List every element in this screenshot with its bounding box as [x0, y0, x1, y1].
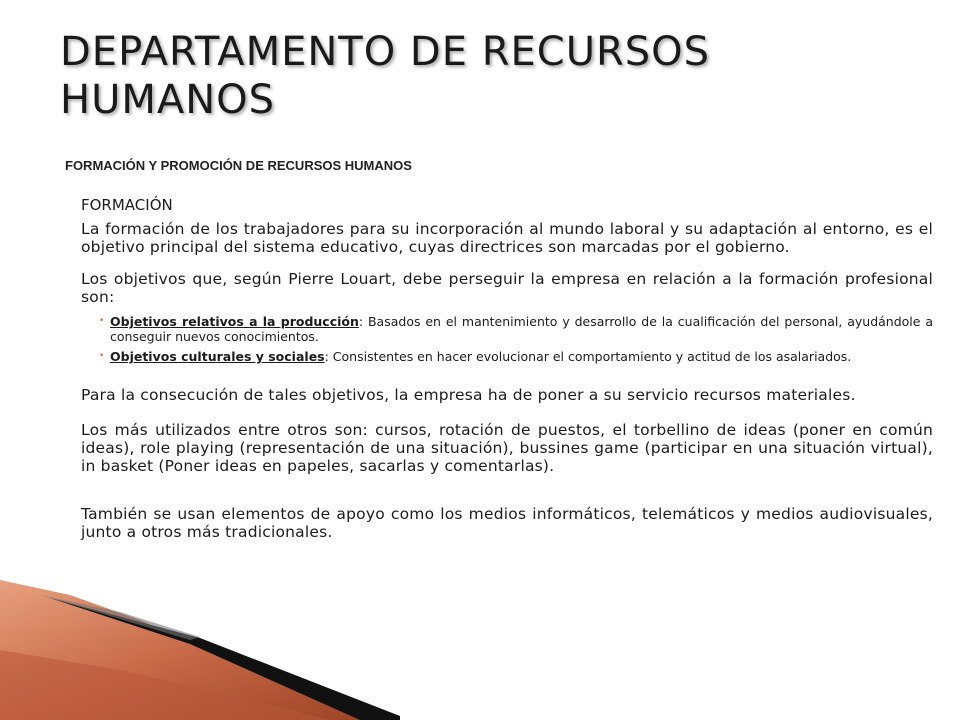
slide-body — [81, 196, 933, 541]
paragraph-intro: La formación de los trabajadores para su incorporación al mundo laboral y su adaptación al entorno, es el objetivo principal del sistema educativo, cuyas directrices son marcadas por el gobierno. — [81, 220, 933, 256]
bullet-lead: Objetivos culturales y sociales — [110, 349, 325, 364]
paragraph-methods: Los más utilizados entre otros son: cursos, rotación de puestos, el torbellino de ideas (poner en común ideas), role playing (representación de una situación), bussines game (participar en una situación virtual), in basket (Poner ideas en papeles, sacarlas y comentarlas). — [81, 421, 933, 475]
slide-title: DEPARTAMENTO DE RECURSOS HUMANOS — [60, 29, 711, 123]
paragraph-objectives: Los objetivos que, según Pierre Louart, debe perseguir la empresa en relación a la formación profesional son: — [81, 270, 933, 306]
bullet-text: : Consistentes en hacer evolucionar el comportamiento y actitud de los asalariados. — [324, 349, 852, 364]
slide-subtitle: FORMACIÓN Y PROMOCIÓN DE RECURSOS HUMANOS — [65, 158, 412, 173]
list-item — [99, 349, 933, 364]
list-item — [99, 314, 933, 344]
section-heading: FORMACIÓN — [81, 196, 173, 214]
bullet-icon: • — [99, 351, 105, 361]
objectives-list — [81, 314, 933, 364]
bullet-lead: Objetivos relativos a la producción — [110, 314, 359, 329]
decorative-corner-graphic — [0, 540, 400, 720]
bullet-icon: • — [99, 316, 105, 326]
paragraph-resources: Para la consecución de tales objetivos, la empresa ha de poner a su servicio recursos materiales. — [81, 386, 856, 404]
bullet-text: : Basados en el mantenimiento y desarrollo de la cualificación del personal, ayudándole a conseguir nuevos conocimientos. — [110, 314, 933, 344]
paragraph-support: También se usan elementos de apoyo como los medios informáticos, telemáticos y medios audiovisuales, junto a otros más tradicionales. — [81, 505, 933, 541]
